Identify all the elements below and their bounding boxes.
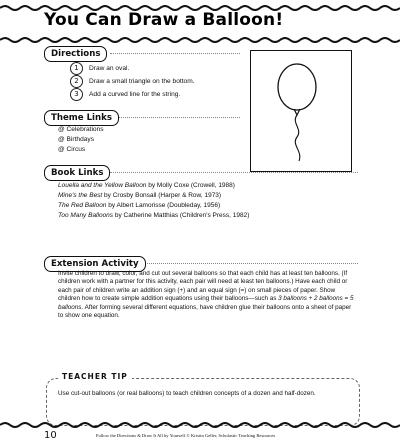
step-1 [70,62,129,75]
step-2 [70,75,195,88]
book-details: by Molly Coxe (Crowell, 1988) [146,182,235,189]
extension-text-part: . After forming several different equations, have children glue their balloons onto a sheet of paper to show one equation. [58,303,352,320]
title-wavy-rule [0,36,400,44]
theme-links-label: Theme Links [44,110,119,126]
book-details: by Albert Lamorisse (Doubleday, 1956) [106,202,221,209]
footer-credit: Follow the Directions & Draw It All by Yourself © Kristin Geller, Scholastic Teaching Resources [96,433,276,438]
book-title: The Red Balloon [58,202,107,209]
extension-equation-example: 3 balloons + 2 balloons = 5 balloons [58,295,354,311]
balloon-icon [251,51,351,171]
directions-label: Directions [44,46,107,62]
extension-rule [144,263,358,264]
book-title: Mine's the Best [58,192,103,199]
book-link-item [58,182,235,189]
book-details: by Catherine Matthias (Children's Press, 1982) [113,212,250,219]
book-title: Too Many Balloons [58,212,114,219]
theme-links-rule [114,117,240,118]
step-number: 1 [70,62,83,75]
step-text: Add a curved line for the string. [89,91,181,98]
extension-text-part: Invite children to draw, color, and cut out several balloons so that each child has at least ten balloons. (If children work with a partner for this activity, each pair will need at least ten balloons.) Have each child or each pair of children write an addition sign (+) and an equal sign (=) on small pieces of paper. Show children how to create simple addition equations using their balloons—such as [58,270,348,303]
book-links-rule [110,172,358,173]
teacher-tip-title: TEACHER TIP [58,372,132,381]
theme-link-item: @ Circus [58,146,86,153]
book-title: Louella and the Yellow Balloon [58,182,147,189]
step-number: 3 [70,88,83,101]
page-title: You Can Draw a Balloon! [44,10,284,30]
extension-activity-label: Extension Activity [44,256,146,272]
book-details: by Crosby Bonsall (Harper & Row, 1973) [102,192,222,199]
directions-rule [110,53,240,54]
balloon-drawing-frame [250,50,352,172]
extension-activity-text [58,270,358,320]
book-link-item [58,212,249,219]
theme-link-item: @ Birthdays [58,136,95,143]
step-text: Draw an oval. [89,65,130,72]
page-number: 10 [44,430,57,441]
step-number: 2 [70,75,83,88]
theme-link-item: @ Celebrations [58,126,104,133]
teacher-tip-box [46,378,360,426]
book-links-label: Book Links [44,165,110,181]
book-link-item [58,192,221,199]
teacher-tip-text: Use cut-out balloons (or real balloons) to teach children concepts of a dozen and half-dozen. [58,390,316,397]
book-link-item [58,202,220,209]
step-3 [70,88,180,101]
step-text: Draw a small triangle on the bottom. [89,78,195,85]
bottom-wavy-rule [0,421,400,429]
